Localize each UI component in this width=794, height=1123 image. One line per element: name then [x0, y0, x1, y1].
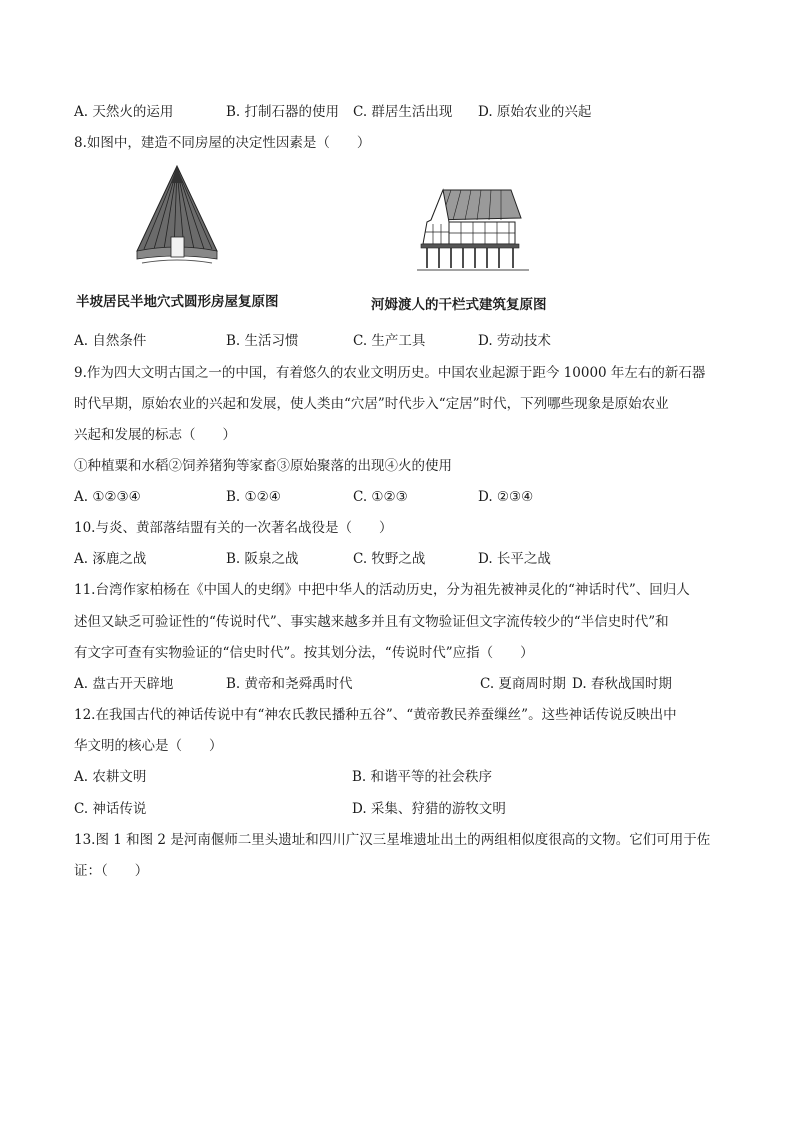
q10-stem: 10.与炎、黄部落结盟有关的一次著名战役是（ ） [74, 520, 393, 536]
q12-option-c: C. 神话传说 [74, 801, 147, 817]
q9-stem-line-2: 时代早期，原始农业的兴起和发展，使人类由“穴居”时代步入“定居”时代，下列哪些现象是原始农业 [74, 396, 669, 412]
q7-option-b: B. 打制石器的使用 [226, 104, 340, 120]
q11-stem-line-1: 11.台湾作家柏杨在《中国人的史纲》中把中华人的活动历史，分为祖先被神灵化的“神话时代”、回归人 [74, 582, 690, 598]
q7-option-d: D. 原始农业的兴起 [478, 104, 592, 120]
q12-option-d: D. 采集、狩猎的游牧文明 [352, 801, 506, 817]
q9-stem-line-3: 兴起和发展的标志（ ） [74, 427, 236, 443]
q11-stem-line-3: 有文字可查有实物验证的“信史时代”。按其划分法，“传说时代”应指（ ） [74, 645, 534, 661]
q8-option-a: A. 自然条件 [74, 333, 147, 349]
hemudu-stilt-house-figure [413, 182, 533, 274]
q12-stem-line-2: 华文明的核心是（ ） [74, 738, 223, 754]
q11-option-a: A. 盘古开天辟地 [74, 676, 174, 692]
q13-stem-line-2: 证：（ ） [74, 863, 149, 879]
q12-stem-line-1: 12.在我国古代的神话传说中有“神农氏教民播种五谷”、“黄帝教民养蚕缫丝”。这些神话传说反映出中 [74, 707, 677, 723]
q13-stem-line-1: 13.图 1 和图 2 是河南偃师二里头遗址和四川广汉三星堆遗址出土的两组相似度很高的文物。它们可用于佐 [74, 832, 711, 848]
q11-option-d: D. 春秋战国时期 [572, 676, 672, 692]
q11-stem-line-2: 述但又缺乏可验证性的“传说时代”、事实越来越多并且有文物验证但文字流传较少的“半信史时代”和 [74, 614, 669, 630]
q8-caption-banpo: 半坡居民半地穴式圆形房屋复原图 [76, 294, 279, 310]
q9-option-b: B. ①②④ [226, 489, 281, 505]
q7-option-c: C. 群居生活出现 [353, 104, 453, 120]
q9-stem-line-1: 9.作为四大文明古国之一的中国，有着悠久的农业文明历史。中国农业起源于距今 10000 年左右的新石器 [74, 365, 706, 381]
q9-option-a: A. ①②③④ [74, 489, 141, 505]
q7-option-a: A. 天然火的运用 [74, 104, 174, 120]
q9-option-c: C. ①②③ [353, 489, 408, 505]
q9-items: ①种植粟和水稻②饲养猪狗等家畜③原始聚落的出现④火的使用 [74, 458, 452, 474]
q8-stem: 8.如图中，建造不同房屋的决定性因素是（ ） [74, 135, 371, 151]
q11-option-b: B. 黄帝和尧舜禹时代 [226, 676, 353, 692]
q10-option-c: C. 牧野之战 [353, 551, 426, 567]
q10-option-d: D. 长平之战 [478, 551, 551, 567]
banpo-round-house-figure [132, 163, 222, 275]
q10-option-b: B. 阪泉之战 [226, 551, 299, 567]
q8-option-d: D. 劳动技术 [478, 333, 551, 349]
q8-caption-hemudu: 河姆渡人的干栏式建筑复原图 [371, 297, 547, 313]
q10-option-a: A. 涿鹿之战 [74, 551, 147, 567]
q9-option-d: D. ②③④ [478, 489, 534, 505]
q11-option-c: C. 夏商周时期 [480, 676, 566, 692]
q8-option-b: B. 生活习惯 [226, 333, 299, 349]
q12-option-b: B. 和谐平等的社会秩序 [352, 769, 493, 785]
q8-option-c: C. 生产工具 [353, 333, 426, 349]
q12-option-a: A. 农耕文明 [74, 769, 147, 785]
